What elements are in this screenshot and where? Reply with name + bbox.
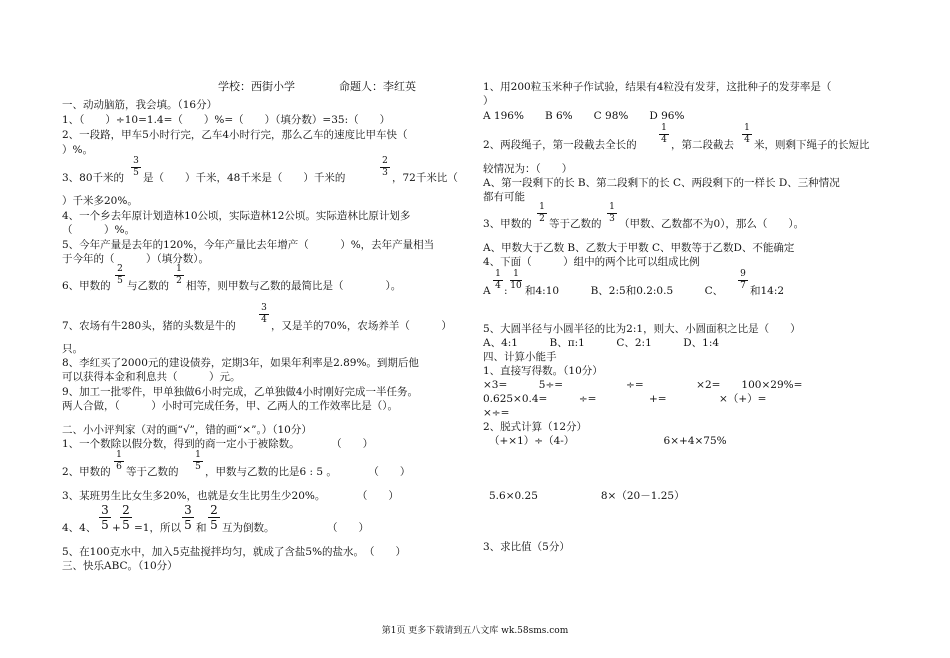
plus-sign: + [112, 522, 121, 534]
question-text: 是（ ）千米，48千米是（ ）千米的 [143, 172, 346, 184]
question-text: 1、一个数除以假分数，得到的商一定小于被除数。 （ ） [62, 438, 374, 450]
fraction: 9 7 [738, 270, 748, 291]
question-text: 2、甲数的 [62, 466, 111, 478]
question-text: =1，所以 [134, 522, 181, 534]
question-text: 等于乙数的 [549, 218, 602, 230]
question-text: 只。 [62, 343, 83, 355]
question-text: 2、两段绳子，第一段截去全长的 [483, 139, 637, 151]
colon: : [504, 285, 508, 297]
question-text: 互为倒数。 （ ） [222, 522, 369, 534]
question-text: 与乙数的 [127, 280, 169, 292]
question-text: ，又是羊的70%，农场养羊（ ） [271, 320, 452, 332]
answer-options: 和4:10 B、2:5和0.2:0.5 C、 [525, 285, 724, 297]
question-text: 8、李红买了2000元的建设债券，定期3年，如果年利率是2.89%。到期后他 [62, 357, 419, 369]
answer-options: 都有可能 [483, 191, 525, 203]
question-text: 9、加工一批零件，甲单独做6小时完成，乙单独做4小时刚好完成一半任务。 [62, 386, 419, 398]
calculation-row: （+×1）÷（4-） 6×+4×75% [489, 435, 727, 447]
fraction: 1 5 [193, 451, 203, 472]
question-text: 1、（ ）÷10=1.4=（ ）%=（ ）（填分数）=35:（ ） [62, 114, 391, 126]
question-text: 4、下面（ ）组中的两个比可以组成比例 [483, 256, 700, 268]
question-text: 7、农场有牛280头，猪的头数是牛的 [62, 320, 236, 332]
fraction: 2 3 [380, 157, 390, 178]
question-text: ，第二段截去 [671, 139, 734, 151]
answer-options: A [483, 285, 491, 297]
question-text: 6、甲数的 [62, 280, 111, 292]
answer-options: A、4:1 B、π:1 C、2:1 D、1:4 [483, 337, 720, 349]
fraction: 1 2 [174, 265, 184, 286]
fraction: 2 5 [120, 504, 132, 531]
page-footer: 第1页 更多下载请到五八文库 wk.58sms.com [381, 626, 569, 636]
question-text: 4、4、 [62, 522, 97, 534]
calculation-row: ×3= 5÷= ÷= ×2= 100×29%= [483, 379, 803, 391]
section-3-title: 三、快乐ABC。（10分） [62, 560, 178, 572]
question-text: 可以获得本金和利息共（ ）元。 [62, 371, 241, 383]
calculation-row: 0.625×0.4= ÷= += ×（+）= [483, 393, 767, 405]
fraction: 1 2 [537, 203, 547, 224]
question-text: ，甲数与乙数的比是6 : 5 。 （ ） [205, 466, 411, 478]
question-text: （ ）%。 [62, 224, 135, 236]
question-text: 3、求比值（5分） [483, 541, 570, 553]
fraction: 1 6 [114, 451, 124, 472]
question-text: 较情况为：（ ） [483, 163, 573, 175]
question-text: ） [483, 95, 494, 107]
answer-options: 和14:2 [750, 285, 785, 297]
question-text: 于今年的（ ）（填分数）。 [62, 253, 209, 265]
section-1-title: 一、动动脑筋，我会填。（16分） [62, 99, 218, 111]
section-4-title: 四、计算小能手 [483, 351, 557, 363]
question-text: ）千米多20%。 [62, 195, 138, 207]
question-text: 2、一段路，甲车5小时行完，乙车4小时行完，那么乙车的速度比甲车快（ [62, 129, 408, 141]
question-text: 2、脱式计算（12分） [483, 421, 588, 433]
fraction: 1 4 [659, 124, 669, 145]
answer-options: A 196% B 6% C 98% D 96% [483, 110, 685, 122]
section-2-title: 二、小小评判家（对的画“√”，错的画“×”。）（10分） [62, 424, 312, 436]
fraction: 3 5 [99, 504, 111, 531]
question-text: ）%。 [62, 144, 93, 156]
question-text: 1、用200粒玉米种子作试验，结果有4粒没有发芽，这批种子的发芽率是（ [483, 81, 832, 93]
answer-options: A、甲数大于乙数 B、乙数大于甲数 C、甲数等于乙数D、不能确定 [483, 242, 795, 254]
question-text: 相等，则甲数与乙数的最简比是（ ）。 [186, 280, 402, 292]
question-text: 5、在100克水中，加入5克盐搅拌均匀，就成了含盐5%的盐水。 （ ） [62, 546, 407, 558]
fraction: 1 4 [742, 124, 752, 145]
question-text: 和 [196, 522, 207, 534]
question-text: 3、某班男生比女生多20%，也就是女生比男生少20%。 （ ） [62, 490, 399, 502]
fraction: 2 5 [115, 265, 125, 286]
calculation-row: ×÷= [483, 407, 510, 419]
fraction: 1 4 [493, 270, 503, 291]
question-text: 等于乙数的 [126, 466, 179, 478]
calculation-row: 5.6×0.25 8×（20－1.25） [489, 490, 685, 502]
fraction: 3 5 [131, 157, 141, 178]
question-text: 4、一个乡去年原计划造林10公顷，实际造林12公顷。实际造林比原计划多 [62, 210, 411, 222]
fraction: 1 3 [607, 203, 617, 224]
question-text: 1、直接写得数。（10分） [483, 365, 603, 377]
fraction: 3 5 [182, 504, 194, 531]
question-text: 3、甲数的 [483, 218, 532, 230]
page-header: 学校：西街小学 命题人：李红英 [218, 80, 416, 93]
question-text: 米，则剩下绳子的长短比 [754, 139, 870, 151]
question-text: ，72千米比（ [392, 172, 458, 184]
answer-options: A、第一段剩下的长 B、第二段剩下的长 C、两段剩下的一样长 D、三种情况 [483, 177, 840, 189]
fraction: 1 10 [510, 269, 522, 291]
fraction: 2 5 [208, 504, 220, 531]
fraction: 3 4 [259, 304, 269, 325]
question-text: 5、今年产量是去年的120%，今年产量比去年增产（ ）%，去年产量相当 [62, 239, 435, 251]
question-text: 两人合做，（ ）小时可完成任务，甲、乙两人的工作效率比是（）。 [62, 400, 398, 412]
question-text: （甲数、乙数都不为0），那么（ ）。 [619, 218, 805, 230]
question-text: 3、80千米的 [62, 172, 125, 184]
question-text: 5、大圆半径与小圆半径的比为2:1，则大、小圆面积之比是（ ） [483, 323, 801, 335]
